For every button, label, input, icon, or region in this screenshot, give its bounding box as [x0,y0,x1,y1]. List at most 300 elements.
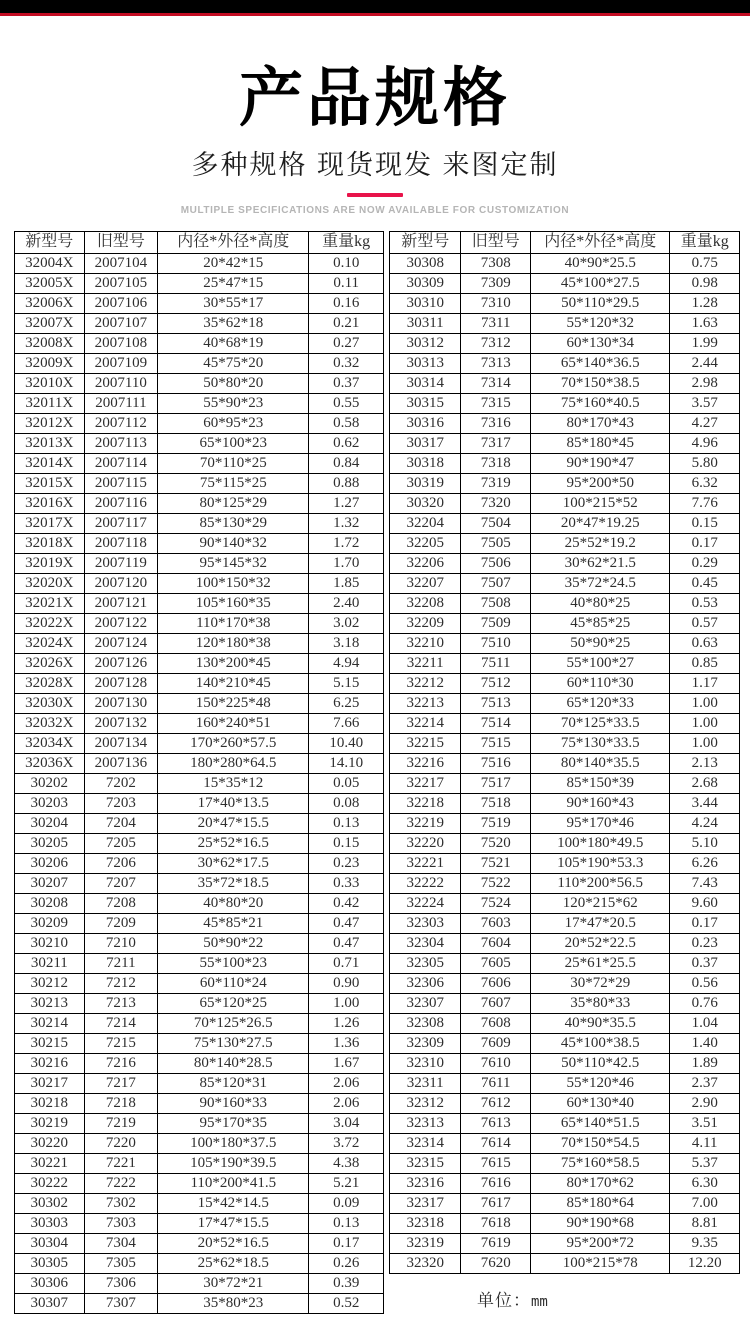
table-cell: 32220 [389,833,461,853]
table-cell: 70*125*33.5 [531,713,670,733]
table-cell: 2007122 [84,613,158,633]
table-cell: 30304 [15,1233,85,1253]
table-cell: 32009X [15,353,85,373]
table-cell: 30203 [15,793,85,813]
table-cell: 32005X [15,273,85,293]
table-cell: 60*95*23 [158,413,309,433]
table-row [389,893,739,913]
table-cell: 14.10 [309,753,384,773]
table-cell: 7607 [461,993,531,1013]
unit-note [389,1286,740,1311]
table-cell: 30303 [15,1213,85,1233]
table-cell: 180*280*64.5 [158,753,309,773]
table-row [389,1013,739,1033]
table-cell: 7513 [461,693,531,713]
table-cell: 1.72 [309,533,384,553]
table-row [389,973,739,993]
table-cell: 32017X [15,513,85,533]
table-cell: 7506 [461,553,531,573]
table-row [15,1233,384,1253]
table-cell: 7319 [461,473,531,493]
table-cell: 0.47 [309,933,384,953]
table-cell: 0.56 [670,973,740,993]
table-cell: 2.90 [670,1093,740,1113]
table-row [389,853,739,873]
table-cell: 0.05 [309,773,384,793]
table-cell: 75*115*25 [158,473,309,493]
column-header: 重量kg [309,231,384,253]
table-cell: 1.04 [670,1013,740,1033]
table-cell: 80*140*35.5 [531,753,670,773]
table-cell: 30210 [15,933,85,953]
table-cell: 7507 [461,573,531,593]
table-cell: 7604 [461,933,531,953]
table-cell: 17*47*15.5 [158,1213,309,1233]
table-cell: 32318 [389,1213,461,1233]
table-cell: 7614 [461,1133,531,1153]
page-header [0,62,750,216]
table-row [15,293,384,313]
table-cell: 60*110*30 [531,673,670,693]
table-cell: 1.28 [670,293,740,313]
table-cell: 32004X [15,253,85,273]
header-row [15,231,384,253]
table-cell: 4.94 [309,653,384,673]
table-cell: 7303 [84,1213,158,1233]
table-cell: 35*80*33 [531,993,670,1013]
table-cell: 30*72*29 [531,973,670,993]
table-row [15,793,384,813]
table-cell: 32021X [15,593,85,613]
table-cell: 32316 [389,1173,461,1193]
table-cell: 7221 [84,1153,158,1173]
table-cell: 32204 [389,513,461,533]
table-row [389,413,739,433]
table-row [389,993,739,1013]
table-cell: 0.58 [309,413,384,433]
table-row [15,733,384,753]
table-cell: 32014X [15,453,85,473]
table-cell: 32303 [389,913,461,933]
table-cell: 32305 [389,953,461,973]
table-cell: 4.11 [670,1133,740,1153]
table-cell: 65*140*36.5 [531,353,670,373]
table-cell: 50*80*20 [158,373,309,393]
table-cell: 7318 [461,453,531,473]
table-cell: 65*100*23 [158,433,309,453]
table-cell: 5.80 [670,453,740,473]
table-cell: 55*120*46 [531,1073,670,1093]
table-cell: 105*190*53.3 [531,853,670,873]
table-cell: 32304 [389,933,461,953]
table-cell: 2.37 [670,1073,740,1093]
table-row [15,1033,384,1053]
table-cell: 75*160*40.5 [531,393,670,413]
table-cell: 120*215*62 [531,893,670,913]
table-cell: 7.66 [309,713,384,733]
table-row [15,1153,384,1173]
table-cell: 2007107 [84,313,158,333]
table-cell: 90*190*68 [531,1213,670,1233]
table-cell: 85*180*64 [531,1193,670,1213]
table-cell: 32206 [389,553,461,573]
table-cell: 0.17 [670,533,740,553]
table-cell: 85*120*31 [158,1073,309,1093]
table-cell: 70*150*54.5 [531,1133,670,1153]
table-cell: 30216 [15,1053,85,1073]
table-cell: 40*80*25 [531,593,670,613]
table-cell: 2.98 [670,373,740,393]
table-cell: 7209 [84,913,158,933]
column-header: 旧型号 [84,231,158,253]
table-cell: 7515 [461,733,531,753]
table-cell: 2007112 [84,413,158,433]
table-row [15,633,384,653]
table-row [389,1093,739,1113]
table-cell: 20*47*15.5 [158,813,309,833]
table-cell: 32018X [15,533,85,553]
table-row [389,533,739,553]
table-cell: 7608 [461,1013,531,1033]
table-cell: 45*85*21 [158,913,309,933]
table-cell: 105*190*39.5 [158,1153,309,1173]
table-cell: 4.38 [309,1153,384,1173]
table-cell: 100*180*49.5 [531,833,670,853]
column-header: 旧型号 [461,231,531,253]
table-cell: 32032X [15,713,85,733]
table-cell: 140*210*45 [158,673,309,693]
table-row [389,713,739,733]
table-cell: 0.90 [309,973,384,993]
table-cell: 30213 [15,993,85,1013]
table-cell: 7213 [84,993,158,1013]
table-row [15,873,384,893]
table-cell: 2007132 [84,713,158,733]
table-row [389,1173,739,1193]
table-cell: 0.88 [309,473,384,493]
table-cell: 32011X [15,393,85,413]
table-cell: 7603 [461,913,531,933]
table-cell: 30310 [389,293,461,313]
table-cell: 50*90*22 [158,933,309,953]
table-cell: 75*130*27.5 [158,1033,309,1053]
table-row [389,833,739,853]
table-cell: 32320 [389,1253,461,1273]
table-row [389,513,739,533]
table-cell: 32030X [15,693,85,713]
table-cell: 40*90*35.5 [531,1013,670,1033]
table-cell: 60*130*40 [531,1093,670,1113]
table-cell: 90*160*33 [158,1093,309,1113]
table-cell: 40*90*25.5 [531,253,670,273]
table-cell: 7.00 [670,1193,740,1213]
table-cell: 6.26 [670,853,740,873]
table-cell: 0.37 [309,373,384,393]
table-row [15,1213,384,1233]
table-cell: 7309 [461,273,531,293]
table-cell: 105*160*35 [158,593,309,613]
table-cell: 30311 [389,313,461,333]
table-cell: 110*200*41.5 [158,1173,309,1193]
table-cell: 1.26 [309,1013,384,1033]
top-black-bar [0,0,750,13]
table-cell: 2007130 [84,693,158,713]
table-cell: 1.63 [670,313,740,333]
table-row [15,373,384,393]
table-cell: 12.20 [670,1253,740,1273]
table-cell: 30302 [15,1193,85,1213]
page-title: 产品规格 [239,62,511,134]
table-cell: 0.17 [670,913,740,933]
table-row [15,1293,384,1313]
title-underline-accent [347,193,403,197]
table-row [389,573,739,593]
table-cell: 2007114 [84,453,158,473]
table-cell: 32306 [389,973,461,993]
table-cell: 32213 [389,693,461,713]
table-row [389,1153,739,1173]
table-cell: 7606 [461,973,531,993]
table-cell: 5.15 [309,673,384,693]
table-cell: 2.06 [309,1093,384,1113]
table-cell: 7202 [84,773,158,793]
table-cell: 1.40 [670,1033,740,1053]
table-cell: 0.23 [670,933,740,953]
table-cell: 2.44 [670,353,740,373]
table-cell: 55*120*32 [531,313,670,333]
table-cell: 25*52*19.2 [531,533,670,553]
table-row [15,1193,384,1213]
table-cell: 80*170*62 [531,1173,670,1193]
table-cell: 40*68*19 [158,333,309,353]
table-cell: 32308 [389,1013,461,1033]
table-cell: 30206 [15,853,85,873]
table-cell: 32217 [389,773,461,793]
table-cell: 2007120 [84,573,158,593]
table-cell: 65*140*51.5 [531,1113,670,1133]
table-cell: 7222 [84,1173,158,1193]
table-cell: 1.89 [670,1053,740,1073]
table-row [15,473,384,493]
table-cell: 20*42*15 [158,253,309,273]
table-cell: 32219 [389,813,461,833]
table-cell: 0.08 [309,793,384,813]
table-row [15,573,384,593]
table-row [15,913,384,933]
table-cell: 7617 [461,1193,531,1213]
table-row [15,553,384,573]
table-cell: 7302 [84,1193,158,1213]
table-cell: 0.85 [670,653,740,673]
table-row [389,953,739,973]
table-cell: 7207 [84,873,158,893]
table-cell: 7505 [461,533,531,553]
table-cell: 100*215*52 [531,493,670,513]
table-cell: 2007118 [84,533,158,553]
table-row [389,633,739,653]
table-cell: 0.15 [309,833,384,853]
table-row [15,773,384,793]
table-cell: 30211 [15,953,85,973]
table-cell: 7610 [461,1053,531,1073]
table-cell: 25*61*25.5 [531,953,670,973]
table-row [15,593,384,613]
table-cell: 32208 [389,593,461,613]
table-cell: 40*80*20 [158,893,309,913]
table-cell: 7308 [461,253,531,273]
table-cell: 70*125*26.5 [158,1013,309,1033]
table-cell: 30*72*21 [158,1273,309,1293]
table-cell: 6.30 [670,1173,740,1193]
table-row [389,293,739,313]
table-cell: 55*90*23 [158,393,309,413]
table-row [389,753,739,773]
table-cell: 30221 [15,1153,85,1173]
table-cell: 2007116 [84,493,158,513]
table-cell: 4.27 [670,413,740,433]
table-cell: 30313 [389,353,461,373]
table-cell: 7618 [461,1213,531,1233]
table-row [389,873,739,893]
table-cell: 30208 [15,893,85,913]
table-cell: 32310 [389,1053,461,1073]
table-cell: 32312 [389,1093,461,1113]
table-cell: 7510 [461,633,531,653]
table-cell: 0.16 [309,293,384,313]
table-cell: 0.11 [309,273,384,293]
table-cell: 30317 [389,433,461,453]
table-row [15,813,384,833]
table-cell: 32010X [15,373,85,393]
table-cell: 7613 [461,1113,531,1133]
table-cell: 5.37 [670,1153,740,1173]
table-cell: 17*47*20.5 [531,913,670,933]
table-cell: 30320 [389,493,461,513]
table-cell: 7311 [461,313,531,333]
table-cell: 85*130*29 [158,513,309,533]
table-cell: 30314 [389,373,461,393]
table-cell: 7620 [461,1253,531,1273]
table-cell: 45*75*20 [158,353,309,373]
table-row [389,493,739,513]
table-cell: 32216 [389,753,461,773]
table-cell: 100*150*32 [158,573,309,593]
table-cell: 32307 [389,993,461,1013]
table-row [389,793,739,813]
table-row [15,933,384,953]
table-row [15,433,384,453]
table-cell: 100*180*37.5 [158,1133,309,1153]
table-cell: 2007105 [84,273,158,293]
table-cell: 30305 [15,1253,85,1273]
table-cell: 2007106 [84,293,158,313]
table-row [15,713,384,733]
table-cell: 35*72*18.5 [158,873,309,893]
table-cell: 32006X [15,293,85,313]
table-row [15,493,384,513]
table-cell: 2.06 [309,1073,384,1093]
table-cell: 32020X [15,573,85,593]
table-cell: 7508 [461,593,531,613]
table-row [15,993,384,1013]
table-cell: 0.45 [670,573,740,593]
table-cell: 45*85*25 [531,613,670,633]
table-cell: 0.23 [309,853,384,873]
table-cell: 0.62 [309,433,384,453]
table-row [15,1053,384,1073]
table-cell: 30318 [389,453,461,473]
table-cell: 0.76 [670,993,740,1013]
table-cell: 32313 [389,1113,461,1133]
table-cell: 7304 [84,1233,158,1253]
table-cell: 20*52*22.5 [531,933,670,953]
table-row [389,473,739,493]
table-cell: 65*120*33 [531,693,670,713]
table-cell: 110*170*38 [158,613,309,633]
table-cell: 30307 [15,1293,85,1313]
table-cell: 110*200*56.5 [531,873,670,893]
table-cell: 0.13 [309,1213,384,1233]
table-cell: 32209 [389,613,461,633]
table-cell: 9.60 [670,893,740,913]
column-header: 内径*外径*高度 [531,231,670,253]
table-cell: 20*52*16.5 [158,1233,309,1253]
table-cell: 25*62*18.5 [158,1253,309,1273]
table-cell: 32210 [389,633,461,653]
table-cell: 32028X [15,673,85,693]
table-row [389,1073,739,1093]
table-cell: 35*80*23 [158,1293,309,1313]
table-cell: 0.42 [309,893,384,913]
table-cell: 7605 [461,953,531,973]
table-row [389,273,739,293]
table-cell: 7519 [461,813,531,833]
spec-tables-container [14,231,740,1314]
table-cell: 0.29 [670,553,740,573]
table-cell: 30202 [15,773,85,793]
table-cell: 5.21 [309,1173,384,1193]
table-cell: 7314 [461,373,531,393]
table-cell: 7310 [461,293,531,313]
column-header: 新型号 [389,231,461,253]
table-cell: 7315 [461,393,531,413]
table-cell: 32224 [389,893,461,913]
table-cell: 32311 [389,1073,461,1093]
table-cell: 30319 [389,473,461,493]
table-cell: 32221 [389,853,461,873]
table-cell: 150*225*48 [158,693,309,713]
table-cell: 30215 [15,1033,85,1053]
table-row [15,893,384,913]
table-cell: 32317 [389,1193,461,1213]
table-cell: 1.70 [309,553,384,573]
table-cell: 1.00 [670,733,740,753]
table-row [15,833,384,853]
table-cell: 130*200*45 [158,653,309,673]
table-row [15,313,384,333]
table-cell: 8.81 [670,1213,740,1233]
table-row [15,353,384,373]
table-cell: 2007115 [84,473,158,493]
table-cell: 0.26 [309,1253,384,1273]
table-row [15,653,384,673]
table-cell: 15*42*14.5 [158,1193,309,1213]
table-cell: 75*160*58.5 [531,1153,670,1173]
table-cell: 7205 [84,833,158,853]
table-cell: 7216 [84,1053,158,1073]
table-cell: 32214 [389,713,461,733]
table-cell: 32012X [15,413,85,433]
